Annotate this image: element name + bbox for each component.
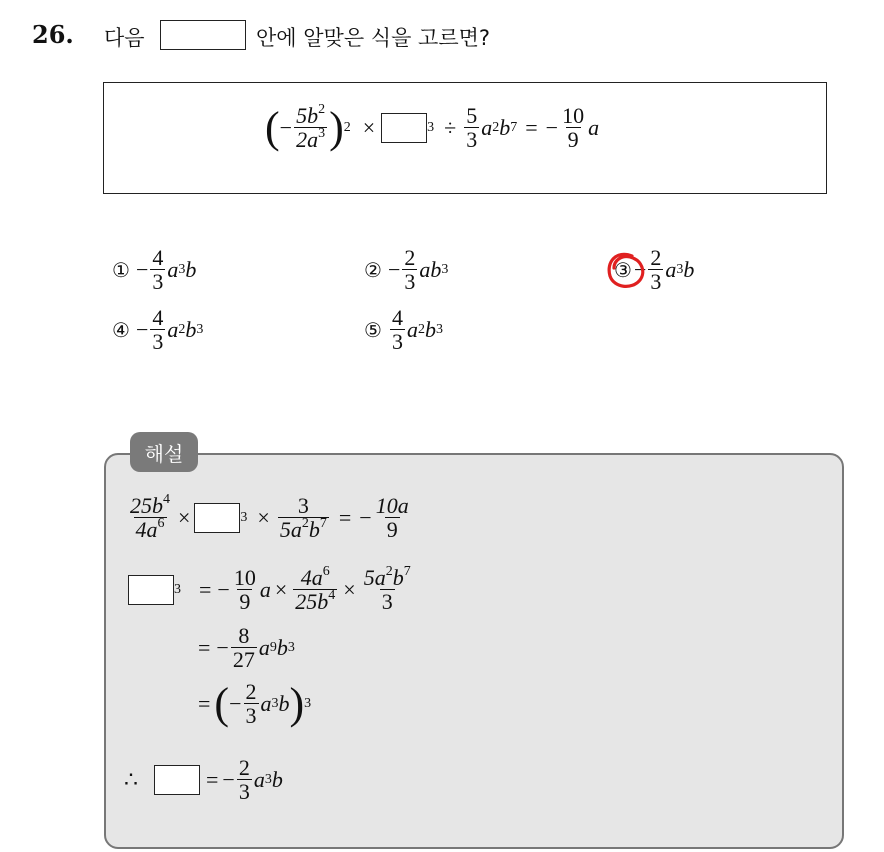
option-3-mark: ③: [614, 257, 632, 282]
paren-close: ): [329, 102, 344, 152]
sol5-blank-box: [154, 765, 200, 795]
option-1[interactable]: ① − $\frac{4}{3}$ a 3 b: [112, 245, 197, 295]
option-2-mark: ②: [364, 257, 382, 282]
sol4-a: a: [260, 690, 272, 716]
sol1-n1-exp: 4: [163, 492, 170, 507]
option-3-num: 2: [650, 245, 662, 270]
sol2-n3: 5a: [363, 565, 386, 590]
sol1-n1: 25b: [130, 493, 163, 518]
option-2-sign: −: [387, 256, 401, 282]
sol4-paren-close: ): [289, 678, 305, 728]
sol4-num: 2: [245, 679, 257, 704]
option-4-sign: −: [135, 316, 149, 342]
option-4-a: a: [167, 316, 179, 342]
sol1-d2: 5a: [279, 517, 302, 543]
eq-rhs-sign: −: [545, 114, 559, 140]
solution-line-2: 3 = − $\frac{10}{9}$ a × $\frac{4a^6}{25b^4}$ × $\frac{5a^2b^7}{3}$: [128, 566, 415, 613]
option-5-mark: ⑤: [364, 317, 382, 342]
option-1-num: 4: [152, 245, 164, 270]
eq-lhs-num: 5b: [296, 103, 319, 128]
sol5-a: a: [253, 766, 265, 792]
solution-line-4: = ( − $\frac{2}{3}$ a 3 b ) 3: [198, 678, 312, 729]
solution-label: 해설: [130, 432, 198, 472]
option-5-num: 4: [391, 305, 403, 330]
eq-lhs-den-exp: 3: [318, 126, 326, 142]
sol1-d2-b-exp: 7: [319, 516, 327, 532]
sol5-num: 2: [238, 755, 250, 780]
sol1-d2-b: b: [308, 517, 320, 543]
sol2-n1: 10: [233, 565, 256, 590]
sol2-d1: 9: [239, 589, 251, 615]
option-2-ab: ab: [419, 256, 442, 282]
eq-mid-num: 5: [466, 103, 478, 128]
eq-div: ÷: [444, 114, 457, 140]
sol2-a: a: [259, 576, 271, 602]
sol3-num: 8: [238, 623, 250, 648]
sol2-times-1: ×: [274, 576, 288, 602]
option-4-mark: ④: [112, 317, 130, 342]
eq-mid-den: 3: [466, 127, 478, 153]
sol4-den: 3: [245, 703, 257, 729]
equation: ( − $\frac{5b^2}{2a^3}$ ) 2 × 3 ÷ $\frac{5}{3}$ a 2 b 7 = − $\frac{10}{9}$ a: [265, 102, 600, 153]
sol2-sign: −: [217, 576, 230, 602]
sol3-a: a: [258, 634, 270, 660]
option-3-b: b: [683, 256, 695, 282]
sol1-times-1: ×: [178, 504, 191, 530]
eq-lhs-fraction: [294, 104, 327, 151]
sol2-n2: 4a: [300, 565, 323, 590]
option-5-a: a: [406, 316, 418, 342]
eq-rhs-fraction: [560, 104, 586, 151]
eq-mid-fraction: [464, 104, 479, 151]
sol1-d3: 9: [386, 517, 398, 543]
option-5[interactable]: ⑤ $\frac{4}{3}$ a 2 b 3: [364, 305, 443, 355]
sol2-d2-exp: 4: [328, 588, 336, 604]
option-1-sign: −: [135, 256, 149, 282]
option-4[interactable]: ④ − $\frac{4}{3}$ a 2 b 3: [112, 305, 204, 355]
eq-rhs-num: 10: [562, 103, 585, 128]
option-3-sign: −: [633, 256, 647, 282]
option-5-den: 3: [391, 329, 403, 355]
sol1-d1-exp: 6: [157, 516, 165, 532]
eq-mid-b: b: [499, 114, 511, 140]
sol2-d3: 3: [381, 589, 393, 615]
option-2-num: 2: [404, 245, 416, 270]
sol5-den: 3: [238, 779, 250, 805]
question-prompt-end: 안에 알맞은 식을 고르면?: [256, 26, 491, 50]
sol2-n2-exp: 6: [322, 564, 330, 579]
option-3-den: 3: [650, 269, 662, 295]
solution-line-5: ∴ = − $\frac{2}{3}$ a 3 b: [124, 755, 283, 805]
option-3-a: a: [665, 256, 677, 282]
eq-times: ×: [362, 114, 376, 140]
sol2-n3-b-exp: 7: [403, 564, 411, 579]
option-4-b: b: [185, 316, 197, 342]
sol1-n2: 3: [297, 493, 309, 518]
eq-equals: =: [525, 114, 538, 140]
eq-rhs-den: 9: [567, 127, 579, 153]
sol5-b: b: [271, 766, 283, 792]
question-prompt-start: 다음: [104, 26, 145, 50]
option-4-num: 4: [152, 305, 164, 330]
sol3-b: b: [276, 634, 288, 660]
sol4-sign: −: [229, 690, 242, 716]
sol2-blank-box: [128, 575, 174, 605]
therefore-symbol: ∴: [124, 766, 138, 792]
paren-open: (: [265, 102, 280, 152]
sol3-sign: −: [216, 634, 229, 660]
option-1-den: 3: [152, 269, 164, 295]
sol1-sign: −: [359, 504, 372, 530]
option-3[interactable]: ③ − $\frac{2}{3}$ a 3 b: [614, 245, 695, 295]
eq-mid-a: a: [481, 114, 493, 140]
eq-lhs-den: 2a: [296, 127, 319, 153]
sol4-b: b: [278, 690, 290, 716]
sol1-n3: 10a: [375, 493, 409, 518]
sol5-sign: −: [222, 766, 235, 792]
sol4-equals: =: [198, 690, 211, 716]
sol1-times-2: ×: [257, 504, 270, 530]
sol4-paren-open: (: [214, 678, 230, 728]
eq-lhs-num-exp: 2: [318, 102, 326, 117]
solution-line-1: $\frac{25b^4}{4a^6}$ × 3 × $\frac{3}{5a^2b^7}$ = − $\frac{10a}{9}$: [130, 492, 409, 543]
sol1-equals: =: [338, 504, 352, 530]
solution-line-3: = − $\frac{8}{27}$ a 9 b 3: [198, 623, 295, 673]
option-1-a: a: [167, 256, 179, 282]
sol2-n3-b: b: [392, 565, 404, 590]
option-1-mark: ①: [112, 257, 130, 282]
sol3-equals: =: [198, 634, 211, 660]
option-4-den: 3: [152, 329, 164, 355]
option-5-b: b: [424, 316, 436, 342]
sol1-d2-exp: 2: [301, 516, 309, 532]
eq-rhs-a: a: [588, 114, 600, 140]
sol1-blank-box: [194, 503, 240, 533]
sol3-den: 27: [232, 647, 255, 673]
option-2[interactable]: ② − $\frac{2}{3}$ ab 3: [364, 245, 449, 295]
sol2-d2: 25b: [295, 589, 329, 615]
option-2-den: 3: [404, 269, 416, 295]
eq-lhs-sign: −: [279, 114, 293, 140]
question-number: 26.: [32, 20, 74, 49]
prompt-blank-box: [160, 20, 246, 50]
sol1-d1: 4a: [135, 517, 158, 543]
equation-blank-box: [381, 113, 427, 143]
option-1-b: b: [185, 256, 197, 282]
sol5-equals: =: [206, 766, 219, 792]
sol2-n3-exp: 2: [385, 564, 393, 579]
sol2-times-2: ×: [343, 576, 356, 602]
sol2-equals: =: [199, 576, 212, 602]
answer-circle-mark: [602, 248, 650, 294]
